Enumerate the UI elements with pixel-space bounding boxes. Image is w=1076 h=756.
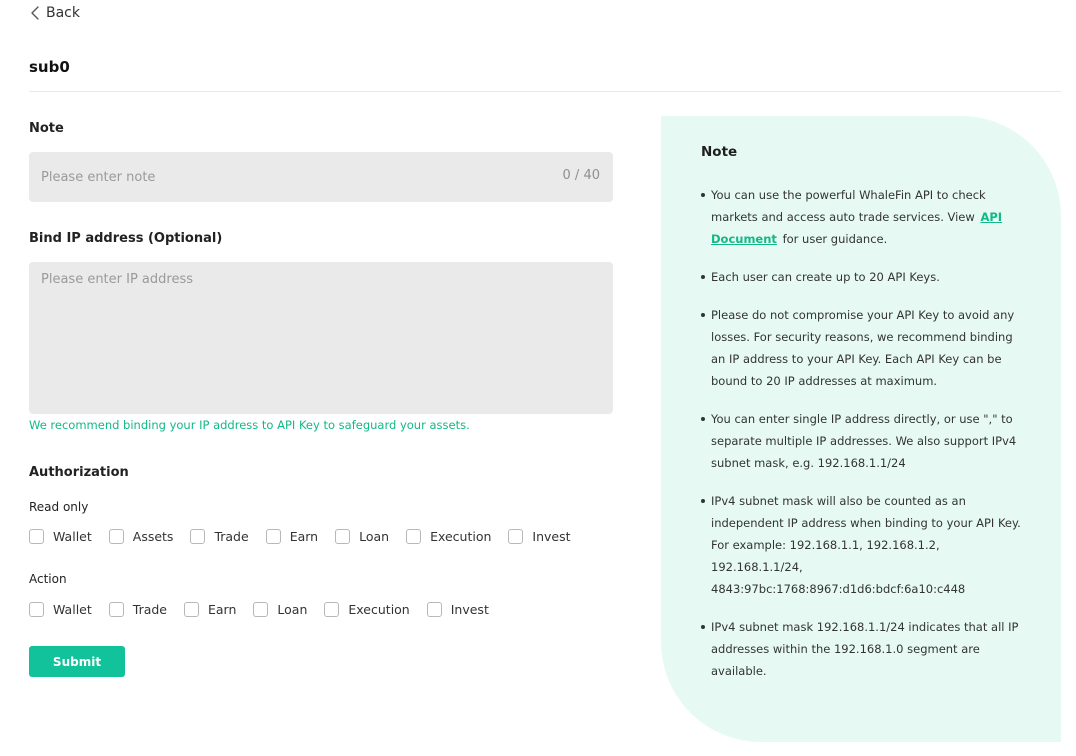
checkbox-box[interactable] [508,529,523,544]
info-item: You can use the powerful WhaleFin API to check markets and access auto trade services. View API Document for user guidance. [701,184,1023,250]
read-only-invest-checkbox[interactable]: Invest [508,529,570,544]
action-execution-checkbox[interactable]: Execution [324,602,409,617]
back-link[interactable] [30,5,80,21]
authorization-label: Authorization [29,465,129,480]
checkbox-box[interactable] [184,602,199,617]
action-loan-checkbox[interactable]: Loan [253,602,307,617]
note-input[interactable] [29,152,613,202]
read-only-assets-checkbox[interactable]: Assets [109,529,174,544]
info-item: IPv4 subnet mask 192.168.1.1/24 indicates that all IP addresses within the 192.168.1.0 segment are available. [701,616,1023,682]
read-only-earn-checkbox[interactable]: Earn [266,529,318,544]
api-document-link[interactable]: API Document [711,210,1003,246]
read-only-label: Read only [29,500,89,514]
action-options [29,602,506,617]
action-label: Action [29,572,67,586]
action-invest-checkbox[interactable]: Invest [427,602,489,617]
note-counter: 0 / 40 [562,168,600,183]
submit-button[interactable]: Submit [29,646,125,677]
action-trade-checkbox[interactable]: Trade [109,602,167,617]
back-label: Back [46,5,80,21]
checkbox-box[interactable] [190,529,205,544]
info-item: IPv4 subnet mask will also be counted as an independent IP address when binding to your API Key. For example: 192.168.1.1, 192.168.1.2, 192.168.1.1/24, 4843:97bc:1768:8967:d1d6:bdcf:6a10:c448 [701,490,1023,600]
read-only-trade-checkbox[interactable]: Trade [190,529,248,544]
ip-field [29,262,613,414]
read-only-wallet-checkbox[interactable]: Wallet [29,529,92,544]
note-field [29,152,613,202]
checkbox-box[interactable] [29,529,44,544]
info-item: Please do not compromise your API Key to avoid any losses. For security reasons, we recommend binding an IP address to your API Key. Each API Key can be bound to 20 IP addresses at maximum. [701,304,1023,392]
ip-hint: We recommend binding your IP address to API Key to safeguard your assets. [29,418,470,432]
header-divider [29,91,1061,92]
read-only-loan-checkbox[interactable]: Loan [335,529,389,544]
checkbox-box[interactable] [109,529,124,544]
info-item: Each user can create up to 20 API Keys. [701,266,1023,288]
action-earn-checkbox[interactable]: Earn [184,602,236,617]
info-list [701,184,1023,698]
page-title: sub0 [29,58,70,76]
checkbox-box[interactable] [266,529,281,544]
read-only-execution-checkbox[interactable]: Execution [406,529,491,544]
info-item: You can enter single IP address directly, or use "," to separate multiple IP addresses. We also support IPv4 subnet mask, e.g. 192.168.1.1/24 [701,408,1023,474]
chevron-left-icon [30,5,40,21]
info-title: Note [701,144,738,160]
checkbox-box[interactable] [29,602,44,617]
info-panel [661,116,1061,742]
action-wallet-checkbox[interactable]: Wallet [29,602,92,617]
ip-input[interactable] [29,262,613,414]
checkbox-box[interactable] [427,602,442,617]
checkbox-box[interactable] [406,529,421,544]
read-only-options [29,529,588,544]
checkbox-box[interactable] [109,602,124,617]
note-label: Note [29,121,64,136]
checkbox-box[interactable] [253,602,268,617]
checkbox-box[interactable] [324,602,339,617]
ip-label: Bind IP address (Optional) [29,231,223,246]
checkbox-box[interactable] [335,529,350,544]
